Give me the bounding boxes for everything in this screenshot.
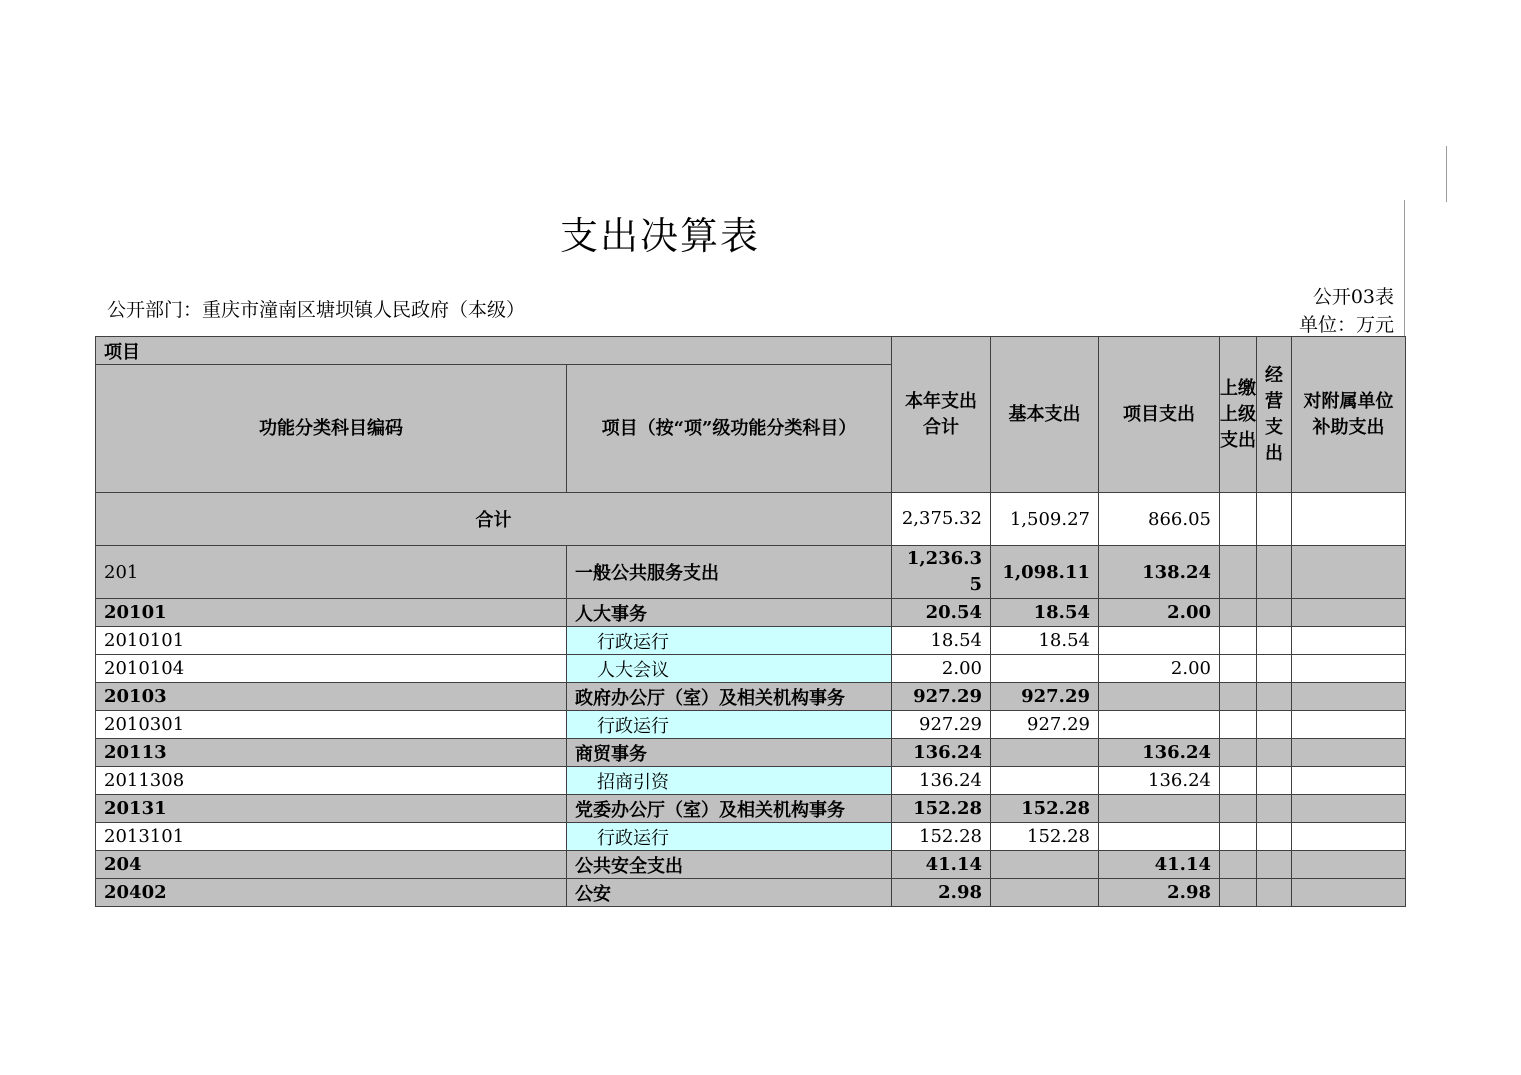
row-business	[1257, 795, 1292, 823]
row-business	[1257, 683, 1292, 711]
row-name: 行政运行	[567, 711, 892, 739]
department-label: 公开部门：重庆市潼南区塘坝镇人民政府（本级）	[107, 299, 526, 321]
row-basic	[991, 767, 1099, 795]
row-subsidy	[1292, 627, 1406, 655]
row-project: 2.98	[1099, 879, 1220, 907]
row-name: 行政运行	[567, 823, 892, 851]
page-title: 支出决算表	[559, 214, 760, 258]
row-subsidy	[1292, 767, 1406, 795]
header-upper-payment: 上缴上级支出	[1220, 337, 1257, 493]
row-project: 138.24	[1099, 546, 1220, 599]
total-subsidy	[1292, 493, 1406, 546]
table-row	[96, 823, 1406, 851]
row-project: 41.14	[1099, 851, 1220, 879]
expenditure-table	[95, 336, 1406, 907]
header-code: 功能分类科目编码	[96, 365, 567, 493]
row-basic: 18.54	[991, 627, 1099, 655]
row-subsidy	[1292, 823, 1406, 851]
table-row	[96, 767, 1406, 795]
row-business	[1257, 823, 1292, 851]
row-name: 人大事务	[567, 599, 892, 627]
table-row-total	[96, 493, 1406, 546]
table-row	[96, 879, 1406, 907]
row-code: 20402	[96, 879, 567, 907]
row-name: 党委办公厅（室）及相关机构事务	[567, 795, 892, 823]
row-basic	[991, 851, 1099, 879]
row-subsidy	[1292, 739, 1406, 767]
row-subsidy	[1292, 655, 1406, 683]
row-name: 公共安全支出	[567, 851, 892, 879]
row-project: 136.24	[1099, 767, 1220, 795]
row-subsidy	[1292, 795, 1406, 823]
row-upper	[1220, 546, 1257, 599]
page-edge-line	[1404, 200, 1405, 340]
table-row	[96, 711, 1406, 739]
row-total: 20.54	[892, 599, 991, 627]
row-project: 2.00	[1099, 599, 1220, 627]
header-item: 项目（按“项”级功能分类科目）	[567, 365, 892, 493]
row-upper	[1220, 683, 1257, 711]
row-project	[1099, 683, 1220, 711]
row-business	[1257, 546, 1292, 599]
total-project: 866.05	[1099, 493, 1220, 546]
row-upper	[1220, 599, 1257, 627]
row-code: 20113	[96, 739, 567, 767]
row-business	[1257, 599, 1292, 627]
table-row	[96, 851, 1406, 879]
row-name: 招商引资	[567, 767, 892, 795]
row-code: 2010101	[96, 627, 567, 655]
row-subsidy	[1292, 879, 1406, 907]
row-business	[1257, 767, 1292, 795]
row-basic: 152.28	[991, 795, 1099, 823]
row-total: 927.29	[892, 711, 991, 739]
row-upper	[1220, 823, 1257, 851]
table-number: 公开03表	[1312, 286, 1394, 308]
row-upper	[1220, 739, 1257, 767]
page-edge-line	[1446, 146, 1447, 202]
row-project	[1099, 711, 1220, 739]
row-name: 人大会议	[567, 655, 892, 683]
row-code: 2010301	[96, 711, 567, 739]
row-project: 136.24	[1099, 739, 1220, 767]
row-total: 136.24	[892, 767, 991, 795]
header-business: 经营支出	[1257, 337, 1292, 493]
row-total: 41.14	[892, 851, 991, 879]
row-project	[1099, 795, 1220, 823]
total-amount: 2,375.32	[892, 493, 991, 546]
row-code: 20103	[96, 683, 567, 711]
row-upper	[1220, 851, 1257, 879]
row-basic: 18.54	[991, 599, 1099, 627]
row-upper	[1220, 655, 1257, 683]
row-business	[1257, 711, 1292, 739]
table-row	[96, 627, 1406, 655]
header-total: 本年支出合计	[892, 337, 991, 493]
row-code: 204	[96, 851, 567, 879]
total-business	[1257, 493, 1292, 546]
row-basic: 1,098.11	[991, 546, 1099, 599]
row-upper	[1220, 627, 1257, 655]
row-total: 927.29	[892, 683, 991, 711]
header-basic: 基本支出	[991, 337, 1099, 493]
row-project	[1099, 627, 1220, 655]
row-project	[1099, 823, 1220, 851]
row-subsidy	[1292, 683, 1406, 711]
row-code: 20101	[96, 599, 567, 627]
row-code: 20131	[96, 795, 567, 823]
table-row	[96, 683, 1406, 711]
row-code: 2011308	[96, 767, 567, 795]
row-business	[1257, 655, 1292, 683]
row-basic	[991, 739, 1099, 767]
row-upper	[1220, 711, 1257, 739]
row-subsidy	[1292, 546, 1406, 599]
header-subsidy: 对附属单位补助支出	[1292, 337, 1406, 493]
row-basic: 152.28	[991, 823, 1099, 851]
table-row	[96, 655, 1406, 683]
row-total: 18.54	[892, 627, 991, 655]
row-code: 201	[96, 546, 567, 599]
row-name: 政府办公厅（室）及相关机构事务	[567, 683, 892, 711]
row-basic	[991, 655, 1099, 683]
header-project-expenditure: 项目支出	[1099, 337, 1220, 493]
row-upper	[1220, 879, 1257, 907]
row-basic: 927.29	[991, 683, 1099, 711]
row-business	[1257, 627, 1292, 655]
row-subsidy	[1292, 711, 1406, 739]
row-code: 2013101	[96, 823, 567, 851]
row-subsidy	[1292, 599, 1406, 627]
row-total: 2.98	[892, 879, 991, 907]
row-total: 2.00	[892, 655, 991, 683]
table-row	[96, 599, 1406, 627]
row-basic	[991, 879, 1099, 907]
row-total: 136.24	[892, 739, 991, 767]
table-row	[96, 546, 1406, 599]
row-project: 2.00	[1099, 655, 1220, 683]
row-subsidy	[1292, 851, 1406, 879]
row-code: 2010104	[96, 655, 567, 683]
row-total: 1,236.35	[892, 546, 991, 599]
row-basic: 927.29	[991, 711, 1099, 739]
row-name: 商贸事务	[567, 739, 892, 767]
row-name: 一般公共服务支出	[567, 546, 892, 599]
total-label: 合计	[96, 493, 892, 546]
header-project: 项目	[96, 337, 892, 365]
row-name: 公安	[567, 879, 892, 907]
row-business	[1257, 879, 1292, 907]
row-business	[1257, 851, 1292, 879]
table-row	[96, 739, 1406, 767]
row-business	[1257, 739, 1292, 767]
row-name: 行政运行	[567, 627, 892, 655]
row-total: 152.28	[892, 795, 991, 823]
total-basic: 1,509.27	[991, 493, 1099, 546]
row-total: 152.28	[892, 823, 991, 851]
row-upper	[1220, 795, 1257, 823]
unit-label: 单位：万元	[1298, 314, 1394, 336]
row-upper	[1220, 767, 1257, 795]
total-upper	[1220, 493, 1257, 546]
table-row	[96, 795, 1406, 823]
